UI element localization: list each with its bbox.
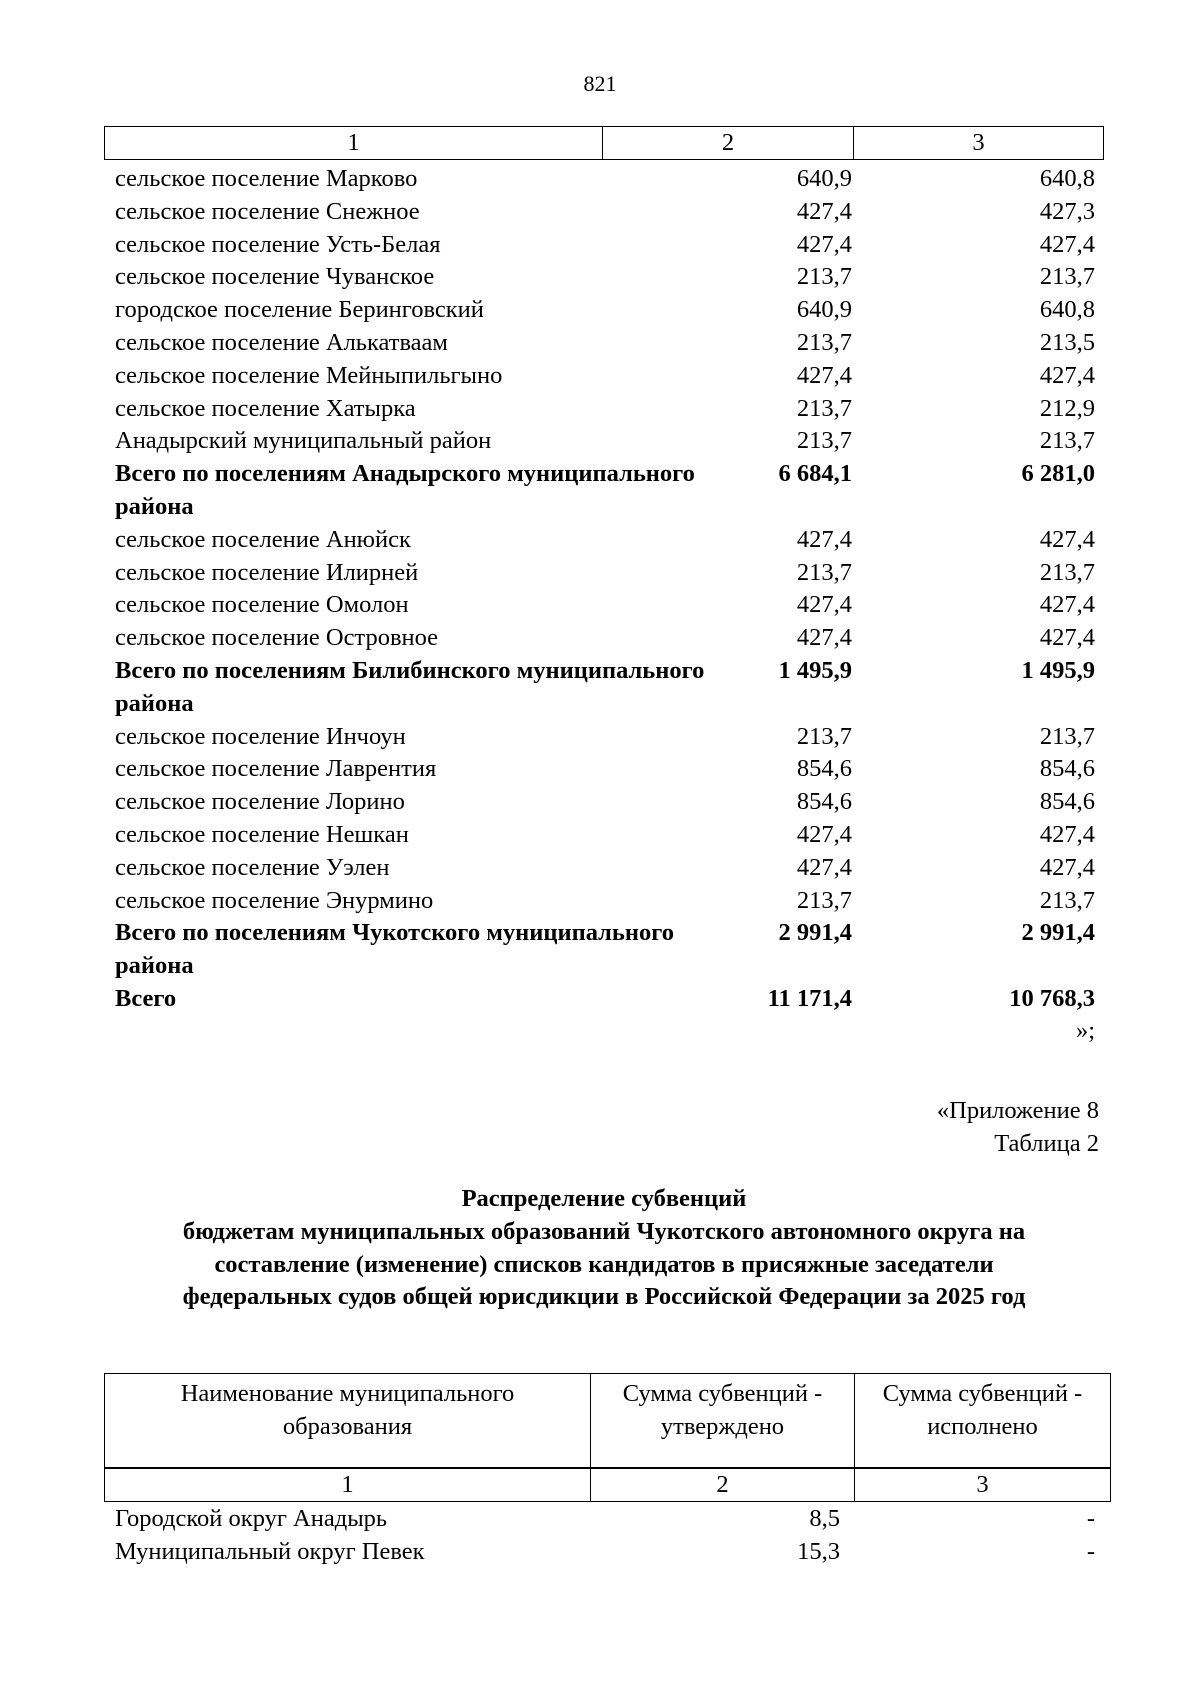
table1-row (115, 589, 1095, 622)
page-number: 821 (583, 71, 617, 96)
table1-row (115, 229, 1095, 262)
appendix-label: «Приложение 8 (936, 1097, 1099, 1124)
table1-row-name: сельское поселение Алькатваам (115, 328, 448, 356)
table1-row-approved: 213,7 (796, 722, 852, 750)
table1-row-approved: 2 991,4 (778, 919, 852, 947)
table1-row-executed: 6 281,0 (1021, 460, 1095, 488)
table2-row (115, 1536, 1095, 1569)
table1-row-executed: 10 768,3 (1009, 984, 1095, 1012)
table1-row-executed: 213,7 (1039, 886, 1095, 914)
table1-row (115, 786, 1095, 819)
table-label: Таблица 2 (994, 1129, 1099, 1157)
table2-header-name: Наименование муниципального образования (105, 1374, 591, 1467)
table2-body (115, 1503, 1095, 1569)
table2-row-approved: 8,5 (809, 1505, 840, 1532)
table1-row (115, 885, 1095, 918)
table1-row-approved: 427,4 (796, 197, 852, 225)
table1-row-name: Всего по поселениям Чукотского муниципального района (115, 919, 675, 980)
table1-row-name: городское поселение Беринговский (115, 296, 484, 324)
table1-row-approved: 1 495,9 (778, 656, 852, 684)
table2-column-numbers (104, 1468, 1111, 1502)
table2-colnum-1: 1 (105, 1469, 591, 1501)
table1-row-approved: 640,9 (796, 296, 852, 324)
title-line-2: бюджетам муниципальных образований Чукотского автономного округа на (182, 1217, 1026, 1245)
table1-row-executed: 854,6 (1039, 788, 1095, 816)
table1-row (115, 261, 1095, 294)
table1-total-row (115, 917, 1095, 983)
table1-row-executed: 640,8 (1039, 296, 1095, 324)
table2-row (115, 1503, 1095, 1536)
table1-row-name: сельское поселение Анюйск (115, 525, 411, 553)
table1-row-name: сельское поселение Уэлен (115, 853, 390, 881)
table1-row-name: Всего по поселениям Анадырского муниципального района (115, 460, 695, 520)
table1-row-executed: 427,4 (1039, 525, 1095, 553)
table1-row (115, 557, 1095, 590)
table1-row (115, 294, 1095, 327)
table1-row-executed: 213,7 (1039, 722, 1095, 750)
table1-row-approved: 213,7 (796, 263, 852, 291)
table1-row-executed: 427,3 (1039, 197, 1095, 225)
table1-row-name: сельское поселение Чуванское (115, 263, 435, 291)
table1-row-executed: 2 991,4 (1021, 919, 1095, 947)
table1-row (115, 327, 1095, 360)
table2-row-name: Городской округ Анадырь (115, 1505, 388, 1532)
table1-column-numbers (104, 126, 1104, 160)
table2-colnum-2: 2 (591, 1469, 855, 1501)
table1-row (115, 753, 1095, 786)
table1-row (115, 196, 1095, 229)
table2-row-executed: - (1086, 1505, 1095, 1532)
table1-row-executed: 854,6 (1039, 755, 1095, 783)
table1-row-name: Всего (115, 984, 177, 1012)
table1-row-executed: 212,9 (1039, 394, 1095, 422)
table1-row-approved: 213,7 (796, 886, 852, 914)
table1-row-executed: 427,4 (1039, 853, 1095, 881)
table1-row-executed: 427,4 (1039, 361, 1095, 389)
table1-row (115, 163, 1095, 196)
table1-row-approved: 213,7 (796, 558, 852, 586)
table1-row-executed: 427,4 (1039, 591, 1095, 619)
table1-row-approved: 213,7 (796, 427, 852, 455)
document-title (104, 1183, 1104, 1314)
table1-row-name: сельское поселение Мейныпильгыно (115, 361, 503, 389)
table1-colnum-3: 3 (972, 129, 985, 156)
table1-row-approved: 854,6 (796, 755, 852, 783)
table1-row-name: Анадырский муниципальный район (115, 427, 492, 455)
table1-row-executed: 640,8 (1039, 165, 1095, 192)
table1-row-approved: 6 684,1 (778, 460, 852, 488)
table1-colnum-1: 1 (105, 127, 603, 159)
table2-row-approved: 15,3 (797, 1537, 840, 1565)
table1-row (115, 622, 1095, 655)
table1-row (115, 819, 1095, 852)
table1-total-row (115, 458, 1095, 524)
table1-row (115, 721, 1095, 754)
table1-row-executed: 213,5 (1039, 328, 1095, 356)
table1-row-executed: 213,7 (1039, 263, 1095, 291)
table1-row-name: сельское поселение Лорино (115, 788, 405, 816)
title-line-4: федеральных судов общей юрисдикции в Российской Федерации за 2025 год (182, 1283, 1026, 1311)
table1-row-approved: 640,9 (796, 165, 852, 192)
table1-colnum-2: 2 (603, 127, 854, 159)
table1-row-approved: 427,4 (796, 361, 852, 389)
table1-row-approved: 213,7 (796, 328, 852, 356)
table1-total-row (115, 983, 1095, 1016)
table1-row-approved: 427,4 (796, 624, 852, 652)
table1-row-name: сельское поселение Илирней (115, 558, 419, 586)
table1-row-executed: 427,4 (1039, 230, 1095, 258)
table1-row-approved: 213,7 (796, 394, 852, 422)
appendix-reference (700, 1095, 1099, 1161)
table2-row-name: Муниципальный округ Певек (115, 1537, 425, 1565)
table1-row-approved: 427,4 (796, 230, 852, 258)
table1-row-approved: 427,4 (796, 820, 852, 848)
table1-row (115, 360, 1095, 393)
table1-row-approved: 427,4 (796, 853, 852, 881)
table1-row-name: сельское поселение Усть-Белая (115, 230, 441, 258)
table1-row-name: сельское поселение Снежное (115, 197, 420, 225)
table1-row-approved: 854,6 (796, 788, 852, 816)
closing-quote: »; (1075, 1017, 1095, 1044)
table1-row-approved: 11 171,4 (767, 984, 852, 1012)
table1-row-executed: 213,7 (1039, 558, 1095, 586)
table1-row (115, 425, 1095, 458)
table2-header-executed: Сумма субвенций - исполнено (882, 1380, 1083, 1440)
table1-body (115, 163, 1095, 1016)
table1-row-name: сельское поселение Лаврентия (115, 755, 437, 783)
title-line-1: Распределение субвенций (461, 1185, 747, 1212)
table1-row-name: сельское поселение Хатырка (115, 394, 416, 422)
table1-total-row (115, 655, 1095, 721)
table1-row-name: сельское поселение Омолон (115, 591, 409, 619)
table1-row-name: сельское поселение Нешкан (115, 820, 409, 848)
table1-row-name: сельское поселение Инчоун (115, 722, 406, 750)
table1-row-approved: 427,4 (796, 591, 852, 619)
table1-row-name: сельское поселение Энурмино (115, 886, 434, 914)
table1-row-approved: 427,4 (796, 525, 852, 553)
table1-row (115, 524, 1095, 557)
title-line-3: составление (изменение) списков кандидатов в присяжные заседатели (214, 1250, 994, 1278)
table1-row-executed: 427,4 (1039, 820, 1095, 848)
table2-row-executed: - (1086, 1537, 1095, 1565)
table1-row-name: сельское поселение Марково (115, 165, 418, 192)
table2-header (104, 1373, 1111, 1468)
table1-row-executed: 1 495,9 (1021, 656, 1095, 684)
table1-row-executed: 213,7 (1039, 427, 1095, 455)
table2-header-approved: Сумма субвенций - утверждено (591, 1374, 855, 1467)
table2-colnum-3: 3 (976, 1471, 989, 1498)
table1-row (115, 852, 1095, 885)
table1-row-executed: 427,4 (1039, 624, 1095, 652)
table1-row-name: Всего по поселениям Билибинского муниципального района (115, 656, 705, 717)
table1-row-name: сельское поселение Островное (115, 624, 439, 652)
table1-row (115, 393, 1095, 426)
